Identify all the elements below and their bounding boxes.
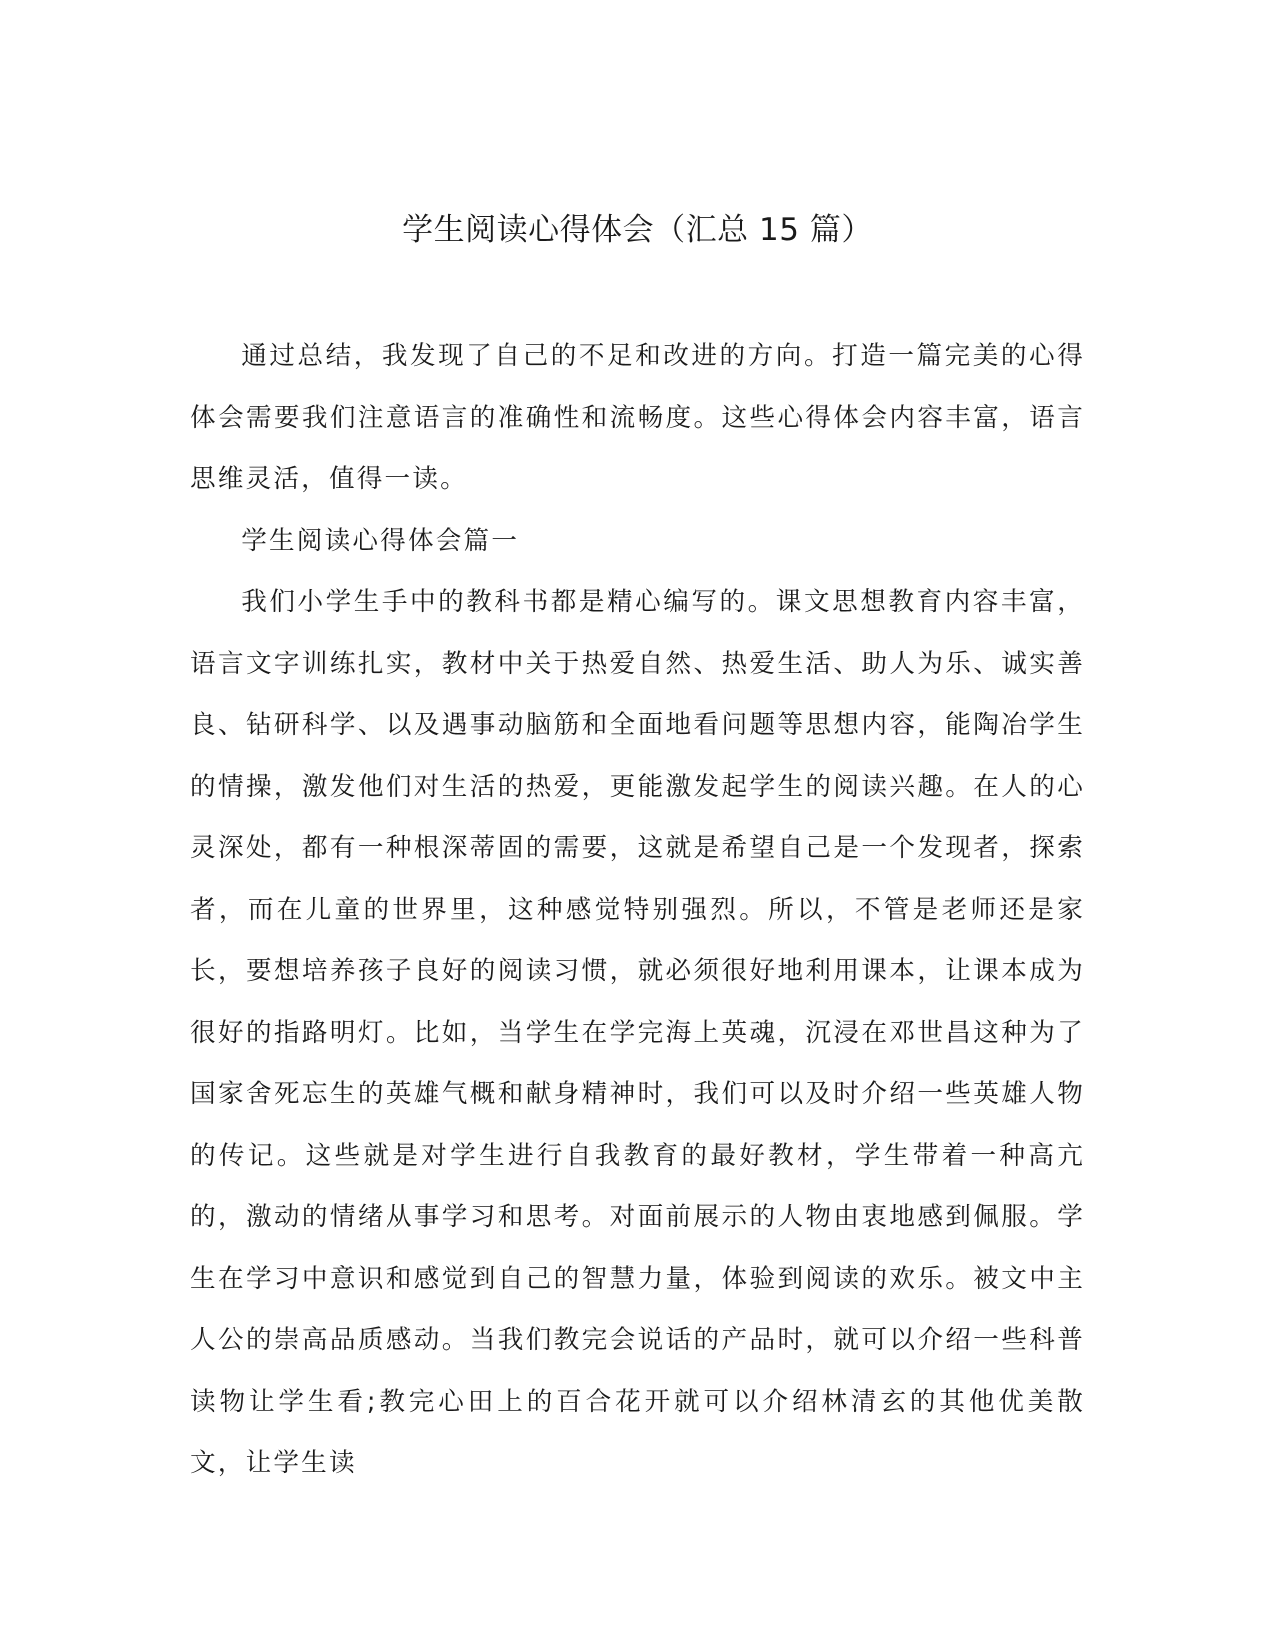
document-title: 学生阅读心得体会（汇总 15 篇） [402,212,873,248]
intro-paragraph: 通过总结，我发现了自己的不足和改进的方向。打造一篇完美的心得体会需要我们注意语言的准确性和流畅度。这些心得体会内容丰富，语言思维灵活，值得一读。 [190,341,1085,494]
body-paragraph: 我们小学生手中的教科书都是精心编写的。课文思想教育内容丰富，语言文字训练扎实，教材中关于热爱自然、热爱生活、助人为乐、诚实善良、钻研科学、以及遇事动脑筋和全面地看问题等思想内容，能陶冶学生的情操，激发他们对生活的热爱，更能激发起学生的阅读兴趣。在人的心灵深处，都有一种根深蒂固的需要，这就是希望自己是一个发现者，探索者，而在儿童的世界里，这种感觉特别强烈。所以，不管是老师还是家长，要想培养孩子良好的阅读习惯，就必须很好地利用课本，让课本成为很好的指路明灯。比如，当学生在学完海上英魂，沉浸在邓世昌这种为了国家舍死忘生的英雄气概和献身精神时，我们可以及时介绍一些英雄人物的传记。这些就是对学生进行自我教育的最好教材，学生带着一种高亢的，激动的情绪从事学习和思考。对面前展示的人物由衷地感到佩服。学生在学习中意识和感觉到自己的智慧力量，体验到阅读的欢乐。被文中主人公的崇高品质感动。当我们教完会说话的产品时，就可以介绍一些科普读物让学生看;教完心田上的百合花开就可以介绍林清玄的其他优美散文，让学生读 [190,587,1085,1478]
document-content [190,326,1085,1495]
section-heading: 学生阅读心得体会篇一 [241,525,520,556]
